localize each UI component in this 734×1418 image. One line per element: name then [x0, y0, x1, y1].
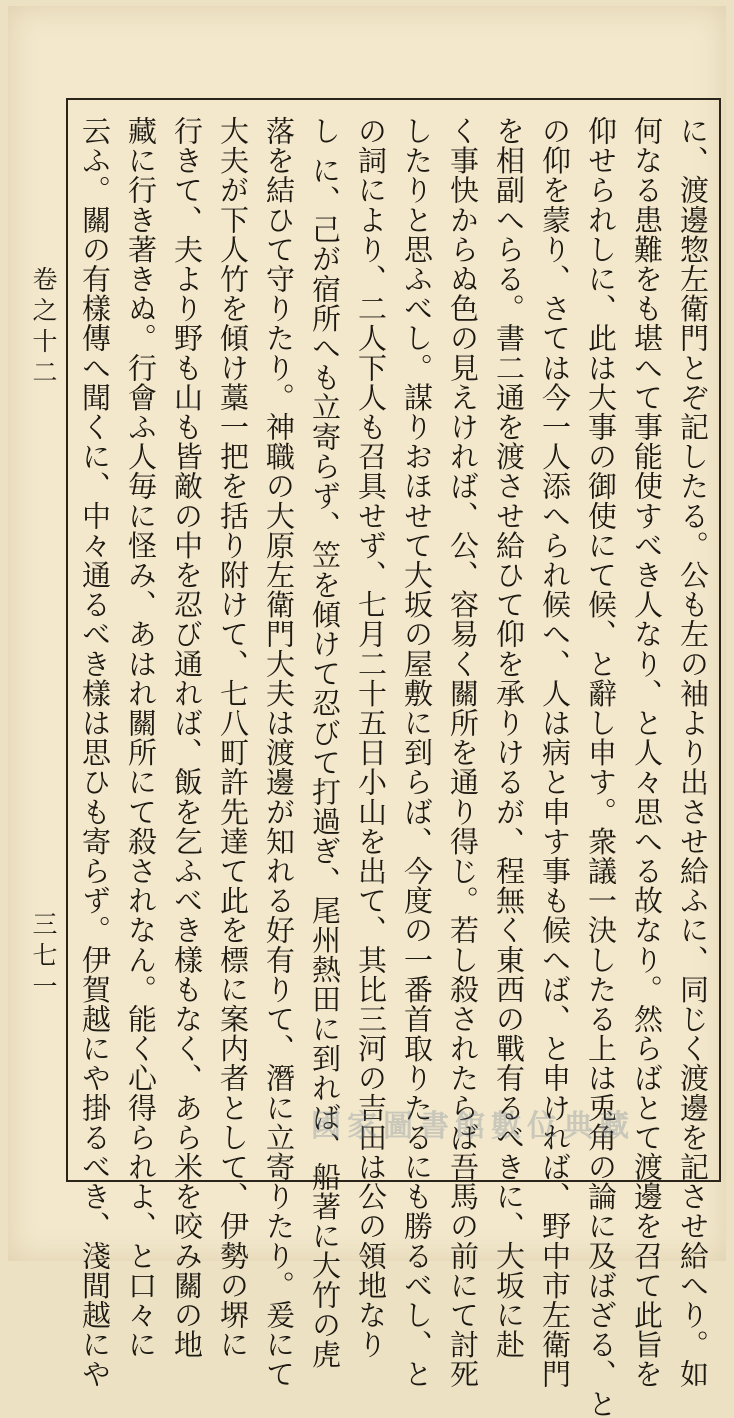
library-watermark: 國家圖書館數位典藏 [311, 1109, 635, 1144]
text-column: 大夫が下人竹を傾け藁一把を括り附けて、七八町許先達て此を標に案内者として、伊勢の堺に [216, 116, 250, 1360]
text-column: の詞により、二人下人も召具せず、七月二十五日小山を出て、其比三河の吉田は公の領地なり [354, 116, 388, 1360]
text-column: 何なる患難をも堪へて事能使すべき人なり、と人々思へる故なり。然らばとて渡邊を召て此旨を [630, 116, 664, 1389]
text-column: 藏に行き著きぬ。行會ふ人毎に怪み、あはれ關所にて殺されなん。能く心得られよ、と口々に [124, 116, 158, 1360]
text-column: に、渡邊惣左衛門とぞ記したる。公も左の袖より出させ給ふに、同じく渡邊を記させ給へり。如 [676, 116, 710, 1389]
text-frame [66, 98, 721, 1418]
text-column: を相副へらる。書二通を渡させ給ひて仰を承りけるが、程無く東西の戰有るべきに、大坂に赴 [492, 116, 526, 1360]
text-column: 云ふ。關の有樣傳へ聞くに、中々通るべき樣は思ひも寄らず。伊賀越にや掛るべき、淺間越にや [78, 116, 112, 1389]
volume-header: 卷之十二 [29, 266, 58, 390]
text-column: 落を結ひて守りたり。神職の大原左衛門大夫は渡邊が知れる好有りて、潛に立寄りたり。爰にて [262, 116, 296, 1389]
text-column: 行きて、夫より野も山も皆敵の中を忍び通れば、飯を乞ふべき樣もなく、あら米を咬み關の地 [170, 116, 204, 1360]
text-column: く事快からぬ色の見えければ、公、容易く關所を通り得じ。若し殺されたらば吾馬の前にて討死 [446, 116, 480, 1389]
text-column: したりと思ふべし。謀りおほせて大坂の屋敷に到らば、今度の一番首取りたるにも勝るべし、と [400, 116, 434, 1389]
text-column: し に、己が宿所へも立寄らず、笠を傾けて忍びて打過ぎ、尾州熱田に到れば、船著に大竹の虎 [308, 116, 342, 1370]
text-column: の仰を蒙り、さては今一人添へられ候へ、人は病と申す事も候へば、と申ければ、野中市左衛門 [538, 116, 572, 1389]
page-number: 三七一 [29, 911, 58, 1004]
book-page [8, 6, 726, 1418]
text-column: 仰せられしに、此は大事の御使にて候、と辭し申す。衆議一決したる上は兎角の論に及ばざる、と [584, 116, 618, 1418]
